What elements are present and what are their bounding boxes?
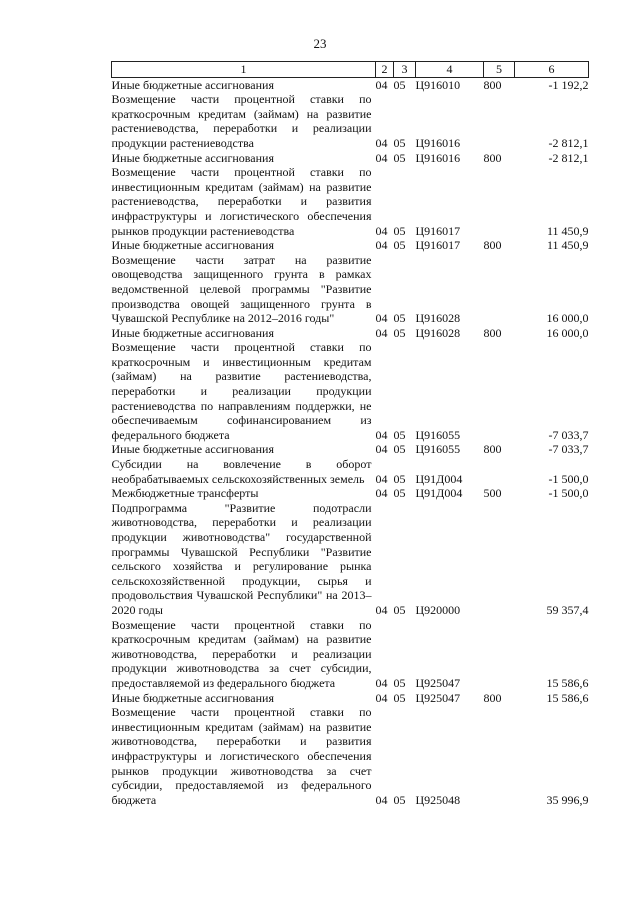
row-razdel: 04 <box>375 77 388 92</box>
row-sum: 11 450,9 <box>546 238 589 253</box>
table-header-row <box>112 62 589 78</box>
row-razdel: 04 <box>375 471 388 486</box>
row-expense-type: 800 <box>483 238 502 253</box>
table-row <box>112 151 589 166</box>
row-name: Межбюджетные трансферты <box>111 486 259 501</box>
row-podrazdel: 05 <box>393 602 406 617</box>
row-podrazdel: 05 <box>393 325 406 340</box>
row-sum: -7 033,7 <box>548 427 589 442</box>
row-podrazdel: 05 <box>393 311 406 326</box>
row-name: Иные бюджетные ассигнования <box>111 690 274 705</box>
row-podrazdel: 05 <box>393 675 406 690</box>
row-name: Возмещение части процентной ставки по краткосрочным и инвестиционным кредитам (займам) на развитие растениеводства, переработки и реализации продукции растениеводства по направлениям поддержки, не обеспечиваемым софинансированием из федерального бюджета <box>111 340 372 442</box>
row-razdel: 04 <box>375 427 388 442</box>
table-row <box>112 705 589 807</box>
row-razdel: 04 <box>375 690 388 705</box>
row-sum: -7 033,7 <box>548 442 589 457</box>
row-expense-type: 800 <box>483 325 502 340</box>
page-number: 23 <box>313 36 327 51</box>
header-col-4: 4 <box>416 62 484 78</box>
row-name: Возмещение части процентной ставки по краткосрочным кредитам (займам) на развитие животноводства, переработки и реализации продукции животноводства за счет субсидии, предоставляемой из федерального бюджета <box>111 617 372 690</box>
table-row <box>112 340 589 442</box>
row-target-article: Ц916016 <box>415 150 461 165</box>
row-name: Возмещение части процентной ставки по краткосрочным кредитам (займам) на развитие растениеводства, переработки и реализации продукции растениеводства <box>111 92 372 150</box>
row-expense-type <box>484 253 515 326</box>
row-razdel: 04 <box>375 150 388 165</box>
row-podrazdel: 05 <box>393 135 406 150</box>
table-row <box>112 238 589 253</box>
header-col-1: 1 <box>112 62 376 78</box>
row-expense-type <box>484 92 515 150</box>
row-target-article: Ц916055 <box>415 427 461 442</box>
row-razdel: 04 <box>375 325 388 340</box>
row-target-article: Ц916010 <box>415 77 461 92</box>
row-sum: 15 586,6 <box>546 690 589 705</box>
row-razdel: 04 <box>375 486 388 501</box>
row-target-article: Ц916028 <box>415 325 461 340</box>
row-expense-type <box>484 705 515 807</box>
row-podrazdel: 05 <box>393 427 406 442</box>
row-name: Иные бюджетные ассигнования <box>111 325 274 340</box>
table-row <box>112 442 589 457</box>
table-row <box>112 501 589 618</box>
row-sum: 15 586,6 <box>546 675 589 690</box>
row-name: Иные бюджетные ассигнования <box>111 442 274 457</box>
row-target-article: Ц925048 <box>415 792 461 807</box>
row-target-article: Ц916017 <box>415 238 461 253</box>
table-row <box>112 77 589 92</box>
row-name: Субсидии на вовлечение в оборот необрабатываемых сельскохозяйственных земель <box>111 457 372 486</box>
row-name: Иные бюджетные ассигнования <box>111 77 274 92</box>
row-podrazdel: 05 <box>393 238 406 253</box>
row-podrazdel: 05 <box>393 486 406 501</box>
row-sum: -1 500,0 <box>548 471 589 486</box>
row-razdel: 04 <box>375 223 388 238</box>
row-name: Подпрограмма "Развитие подотрасли животноводства, переработки и реализации продукции животноводства" государственной программы Чувашской Республики "Развитие сельского хозяйства и регулирование рынка сельскохозяйственной продукции, сырья и продовольствия Чувашской Республики" на 2013–2020 годы <box>111 500 372 617</box>
table-row <box>112 253 589 326</box>
row-podrazdel: 05 <box>393 223 406 238</box>
row-name: Возмещение части процентной ставки по инвестиционным кредитам (займам) на развитие растениеводства, переработки и развития инфраструктуры и логистического обеспечения рынков продукции растениеводства <box>111 165 372 238</box>
row-podrazdel: 05 <box>393 471 406 486</box>
row-sum: 59 357,4 <box>546 602 589 617</box>
row-expense-type <box>484 618 515 691</box>
row-target-article: Ц920000 <box>415 602 461 617</box>
row-expense-type: 800 <box>483 690 502 705</box>
row-name: Возмещение части затрат на развитие овощеводства защищенного грунта в рамках ведомственной целевой программы "Развитие производства овощей защищенного грунта в Чувашской Республике на 2012–2016 годы" <box>111 252 372 326</box>
row-name: Иные бюджетные ассигнования <box>111 238 274 253</box>
row-sum: -1 192,2 <box>548 77 589 92</box>
budget-table <box>111 61 589 807</box>
row-razdel: 04 <box>375 311 388 326</box>
row-razdel: 04 <box>375 675 388 690</box>
row-expense-type <box>484 501 515 618</box>
header-col-6: 6 <box>515 62 589 78</box>
row-sum: 11 450,9 <box>546 223 589 238</box>
row-expense-type: 500 <box>483 486 502 501</box>
header-col-2: 2 <box>376 62 394 78</box>
header-col-5: 5 <box>484 62 515 78</box>
row-razdel: 04 <box>375 442 388 457</box>
table-row <box>112 618 589 691</box>
row-target-article: Ц916028 <box>415 311 461 326</box>
row-target-article: Ц916016 <box>415 135 461 150</box>
row-sum: 35 996,9 <box>546 792 589 807</box>
row-sum: -2 812,1 <box>548 135 589 150</box>
row-expense-type: 800 <box>483 150 502 165</box>
row-sum: -2 812,1 <box>548 150 589 165</box>
row-target-article: Ц91Д004 <box>415 471 463 486</box>
table-row <box>112 92 589 150</box>
table-row <box>112 486 589 501</box>
row-name: Иные бюджетные ассигнования <box>111 150 274 165</box>
table-row <box>112 457 589 486</box>
row-sum: 16 000,0 <box>546 325 589 340</box>
row-name: Возмещение части процентной ставки по инвестиционным кредитам (займам) на развитие животноводства, переработки и развития инфраструктуры и логистического обеспечения рынков продукции животноводства за счет субсидии, предоставляемой из федерального бюджета <box>111 705 372 807</box>
row-target-article: Ц91Д004 <box>415 486 463 501</box>
row-target-article: Ц925047 <box>415 690 461 705</box>
row-expense-type: 800 <box>483 442 502 457</box>
row-sum: -1 500,0 <box>548 486 589 501</box>
row-expense-type: 800 <box>483 77 502 92</box>
table-row <box>112 691 589 706</box>
table-row <box>112 165 589 238</box>
row-expense-type <box>484 165 515 238</box>
table-row <box>112 326 589 341</box>
row-sum: 16 000,0 <box>546 311 589 326</box>
row-target-article: Ц925047 <box>415 675 461 690</box>
row-podrazdel: 05 <box>393 792 406 807</box>
row-razdel: 04 <box>375 602 388 617</box>
row-podrazdel: 05 <box>393 77 406 92</box>
row-target-article: Ц916017 <box>415 223 461 238</box>
row-podrazdel: 05 <box>393 690 406 705</box>
row-target-article: Ц916055 <box>415 442 461 457</box>
row-expense-type <box>484 457 515 486</box>
row-podrazdel: 05 <box>393 442 406 457</box>
row-razdel: 04 <box>375 238 388 253</box>
row-razdel: 04 <box>375 135 388 150</box>
row-podrazdel: 05 <box>393 150 406 165</box>
row-razdel: 04 <box>375 792 388 807</box>
header-col-3: 3 <box>394 62 416 78</box>
row-expense-type <box>484 340 515 442</box>
